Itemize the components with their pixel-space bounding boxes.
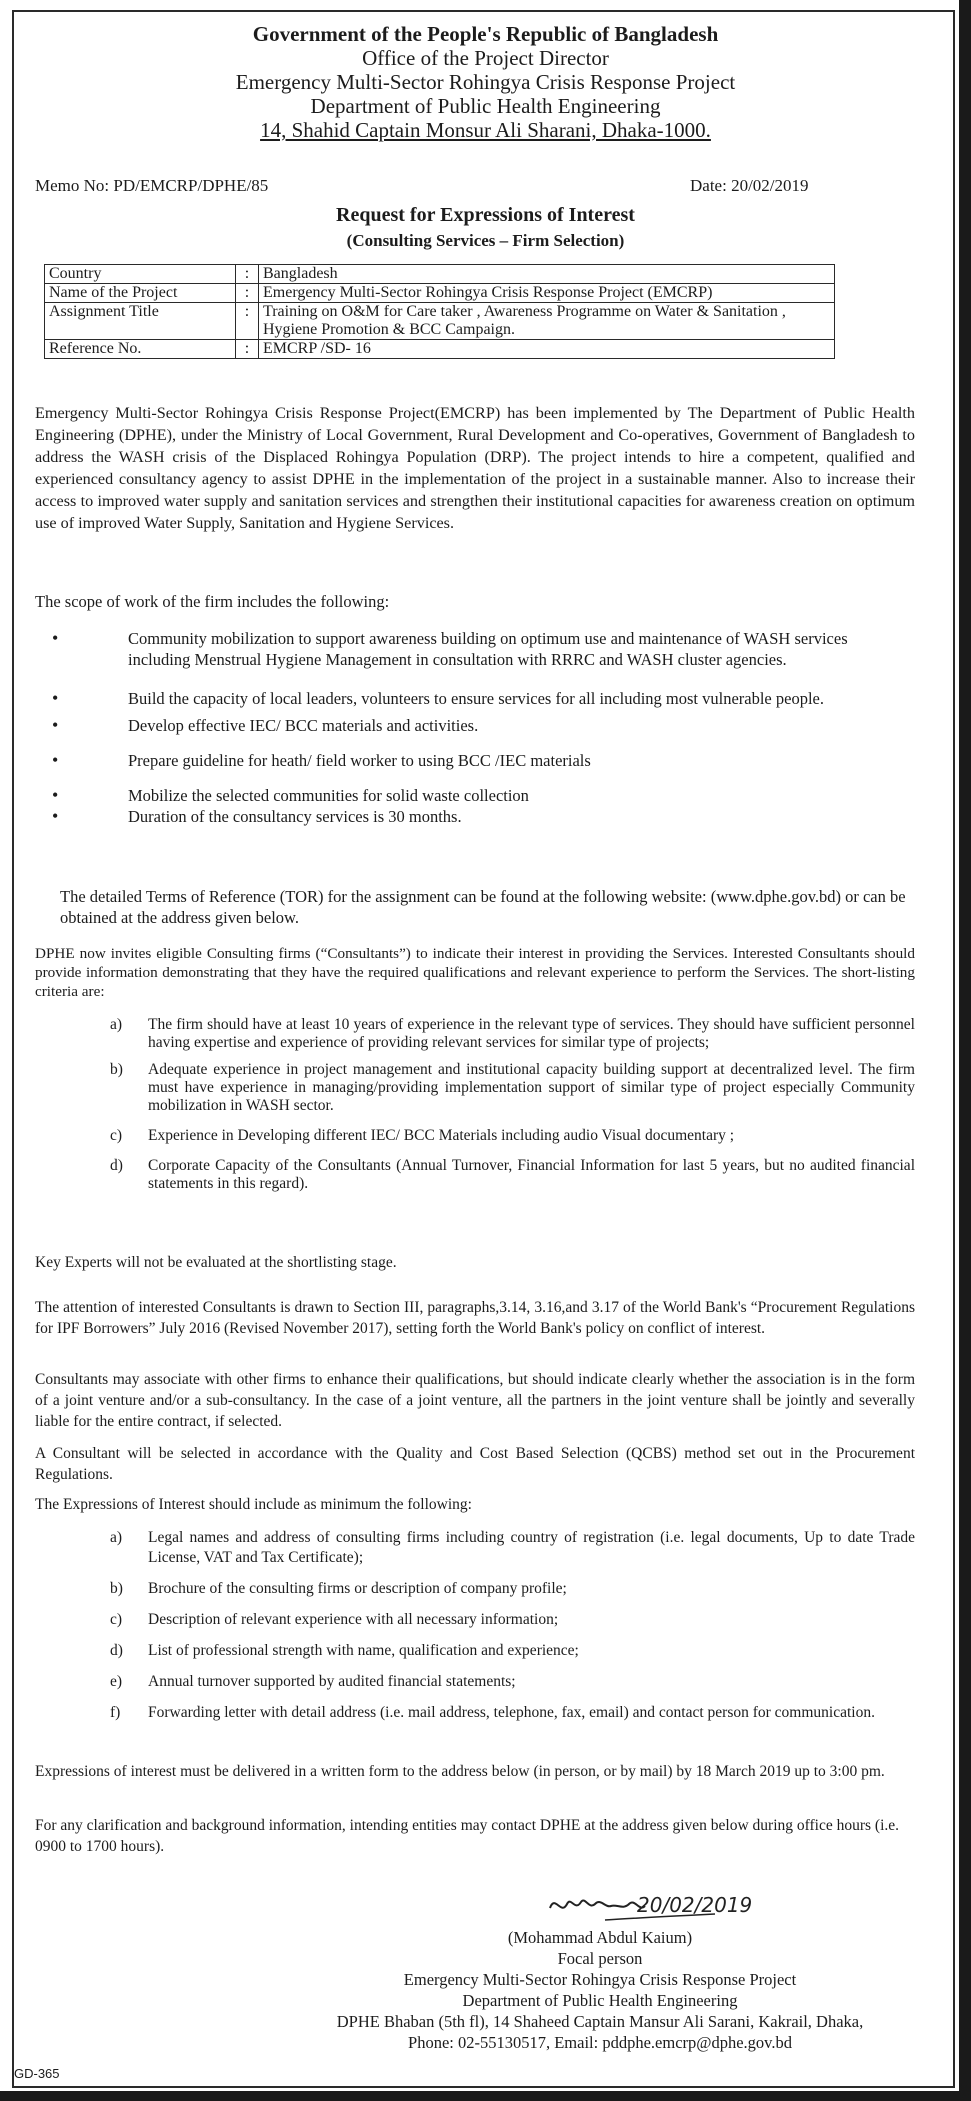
scope-item <box>48 785 888 806</box>
signature-block <box>230 1927 970 2053</box>
scope-item <box>48 715 888 736</box>
eoi-item <box>110 1579 915 1599</box>
info-row-reference <box>45 340 835 359</box>
scope-item-text: Build the capacity of local leaders, volunteers to ensure services for all including most vulnerable people. <box>128 689 824 708</box>
bullet-icon: • <box>52 750 59 770</box>
criteria-label: d) <box>110 1157 123 1174</box>
info-value: Emergency Multi-Sector Rohingya Crisis Response Project (EMCRP) <box>259 284 835 303</box>
scope-item-text: Duration of the consultancy services is 30 months. <box>128 807 462 826</box>
signatory-contact: Phone: 02-55130517, Email: pddphe.emcrp@dphe.gov.bd <box>408 2033 792 2052</box>
criteria-label: a) <box>110 1016 123 1033</box>
eoi-label: d) <box>110 1642 123 1659</box>
signatory-name: (Mohammad Abdul Kaium) <box>507 1928 693 1947</box>
clarification-paragraph: For any clarification and background information, intending entities may contact DPHE at the address given below during office hours (i.e. 0900 to 1700 hours). <box>35 1817 900 1855</box>
eoi-label: a) <box>110 1529 123 1546</box>
header-project: Emergency Multi-Sector Rohingya Crisis Response Project <box>235 70 736 94</box>
header-government: Government of the People's Republic of Bangladesh <box>252 22 719 46</box>
eoi-item <box>110 1703 915 1723</box>
memo-number: Memo No: PD/EMCRP/DPHE/85 <box>35 176 269 195</box>
eoi-label: f) <box>110 1704 121 1721</box>
info-colon: : <box>236 265 259 284</box>
info-row-project <box>45 284 835 303</box>
bullet-icon: • <box>52 715 59 735</box>
bullet-icon: • <box>52 688 59 708</box>
bullet-icon: • <box>52 628 59 648</box>
delivery-paragraph: Expressions of interest must be delivered in a written form to the address below (in person, or by mail) by 18 March 2019 up to 3:00 pm. <box>35 1763 885 1780</box>
info-label: Assignment Title <box>45 303 236 340</box>
eoi-item <box>110 1528 915 1568</box>
signatory-project: Emergency Multi-Sector Rohingya Crisis Response Project <box>403 1970 797 1989</box>
scope-item-text: Develop effective IEC/ BCC materials and activities. <box>128 716 479 735</box>
eoi-text: Description of relevant experience with all necessary information; <box>148 1611 559 1628</box>
scan-edge-bottom <box>0 2091 971 2101</box>
criteria-item <box>110 1157 915 1193</box>
signatory-department: Department of Public Health Engineering <box>462 1991 738 2010</box>
signatory-address: DPHE Bhaban (5th fl), 14 Shaheed Captain Mansur Ali Sarani, Kakrail, Dhaka, <box>336 2012 864 2031</box>
info-row-country <box>45 265 835 284</box>
header-department: Department of Public Health Engineering <box>310 94 661 118</box>
attention-paragraph: The attention of interested Consultants is drawn to Section III, paragraphs,3.14, 3.16,and 3.17 of the World Bank's “Procurement Regulations for IPF Borrowers” July 2016 (Revised November 2017), setting forth the World Bank's policy on conflict of interest. <box>35 1299 915 1337</box>
invite-paragraph: DPHE now invites eligible Consulting firms (“Consultants”) to indicate their interest in providing the Services. Interested Consultants should provide information demonstrating that they have the required qualifications and relevant experience to perform the Services. The short-listing criteria are: <box>35 945 915 1000</box>
scope-heading: The scope of work of the firm includes the following: <box>35 592 390 611</box>
scope-item-text: Mobilize the selected communities for solid waste collection <box>128 786 529 805</box>
info-value: Bangladesh <box>259 265 835 284</box>
scope-item <box>48 628 888 670</box>
eoi-item <box>110 1610 915 1630</box>
signature-date: 20/02/2019 <box>637 1893 753 1917</box>
memo-date: Date: 20/02/2019 <box>690 176 809 195</box>
association-paragraph: Consultants may associate with other firms to enhance their qualifications, but should indicate clearly whether the association is in the form of a joint venture and/or a sub-consultancy. In the case of a joint venture, all the partners in the joint venture shall be jointly and severally liable for the entire contract, if selected. <box>35 1371 915 1430</box>
scope-item-text: Prepare guideline for heath/ field worker to using BCC /IEC materials <box>128 751 591 770</box>
scope-item <box>48 750 888 771</box>
signatory-role: Focal person <box>557 1949 643 1968</box>
eoi-text: Brochure of the consulting firms or description of company profile; <box>148 1580 567 1597</box>
info-label: Name of the Project <box>45 284 236 303</box>
scope-list <box>48 628 888 827</box>
criteria-label: b) <box>110 1061 123 1078</box>
criteria-text: The firm should have at least 10 years of experience in the relevant type of services. They should have sufficient personnel having expertise and experience of providing relevant services for similar type of projects; <box>148 1016 915 1051</box>
criteria-label: c) <box>110 1127 123 1144</box>
eoi-text: List of professional strength with name, qualification and experience; <box>148 1642 579 1659</box>
eoi-label: b) <box>110 1580 123 1597</box>
info-value: Training on O&M for Care taker , Awareness Programme on Water & Sanitation , Hygiene Promotion & BCC Campaign. <box>259 303 835 340</box>
criteria-item <box>110 1127 915 1145</box>
eoi-label: c) <box>110 1611 123 1628</box>
tor-paragraph: The detailed Terms of Reference (TOR) for the assignment can be found at the following website: (www.dphe.gov.bd) or can be obtained at the address given below. <box>60 887 906 927</box>
info-value: EMCRP /SD- 16 <box>259 340 835 359</box>
scan-edge-right <box>959 0 971 2101</box>
scope-item <box>48 688 888 709</box>
eoi-item <box>110 1641 915 1661</box>
footer-code: GD-365 <box>14 2066 60 2081</box>
key-experts-note: Key Experts will not be evaluated at the shortlisting stage. <box>35 1254 397 1271</box>
info-label: Reference No. <box>45 340 236 359</box>
intro-paragraph: Emergency Multi-Sector Rohingya Crisis Response Project(EMCRP) has been implemented by The Department of Public Health Engineering (DPHE), under the Ministry of Local Government, Rural Development and Co-operatives, Government of Bangladesh to address the WASH crisis of the Displaced Rohingya Population (DRP). The project intends to hire a competent, qualified and experienced consultancy agency to assist DPHE in the implementation of the project in a sustainable manner. Also to increase their access to improved water supply and sanitation services and strengthen their institutional capacities for awareness creation on optimum use of improved Water Supply, Sanitation and Hygiene Services. <box>35 404 915 532</box>
scope-item-text: Community mobilization to support awareness building on optimum use and maintenance of WASH services including Menstrual Hygiene Management in consultation with RRRC and WASH cluster agencies. <box>128 629 848 669</box>
info-row-assignment <box>45 303 835 340</box>
document-title: Request for Expressions of Interest <box>336 204 635 226</box>
header-address: 14, Shahid Captain Monsur Ali Sharani, Dhaka-1000. <box>260 118 711 142</box>
criteria-item <box>110 1016 915 1052</box>
criteria-item <box>110 1061 915 1115</box>
info-colon: : <box>236 340 259 359</box>
criteria-text: Experience in Developing different IEC/ BCC Materials including audio Visual documentary ; <box>148 1127 735 1144</box>
qcbs-paragraph: A Consultant will be selected in accordance with the Quality and Cost Based Selection (QCBS) method set out in the Procurement Regulations. <box>35 1445 915 1483</box>
document-subtitle: (Consulting Services – Firm Selection) <box>346 231 625 250</box>
info-colon: : <box>236 284 259 303</box>
header-office: Office of the Project Director <box>362 46 609 70</box>
bullet-icon: • <box>52 806 59 826</box>
info-label: Country <box>45 265 236 284</box>
eoi-heading: The Expressions of Interest should include as minimum the following: <box>35 1496 472 1513</box>
eoi-list <box>110 1528 915 1723</box>
criteria-text: Corporate Capacity of the Consultants (Annual Turnover, Financial Information for last 5 years, but no audited financial statements in this regard). <box>148 1157 915 1192</box>
eoi-label: e) <box>110 1673 123 1690</box>
criteria-list <box>110 1016 915 1193</box>
eoi-text: Annual turnover supported by audited financial statements; <box>148 1673 516 1690</box>
bullet-icon: • <box>52 785 59 805</box>
eoi-item <box>110 1672 915 1692</box>
letterhead <box>0 22 971 142</box>
criteria-text: Adequate experience in project management and institutional capacity building support at decentralized level. The firm must have experience in managing/providing implementation support of similar type of project especially Community mobilization in WASH sector. <box>148 1061 915 1114</box>
info-table <box>44 264 835 359</box>
eoi-text: Forwarding letter with detail address (i.e. mail address, telephone, fax, email) and contact person for communication. <box>148 1704 875 1721</box>
info-colon: : <box>236 303 259 340</box>
scope-item <box>48 806 888 827</box>
eoi-text: Legal names and address of consulting firms including country of registration (i.e. legal documents, Up to date Trade License, VAT and Tax Certificate); <box>148 1529 915 1566</box>
